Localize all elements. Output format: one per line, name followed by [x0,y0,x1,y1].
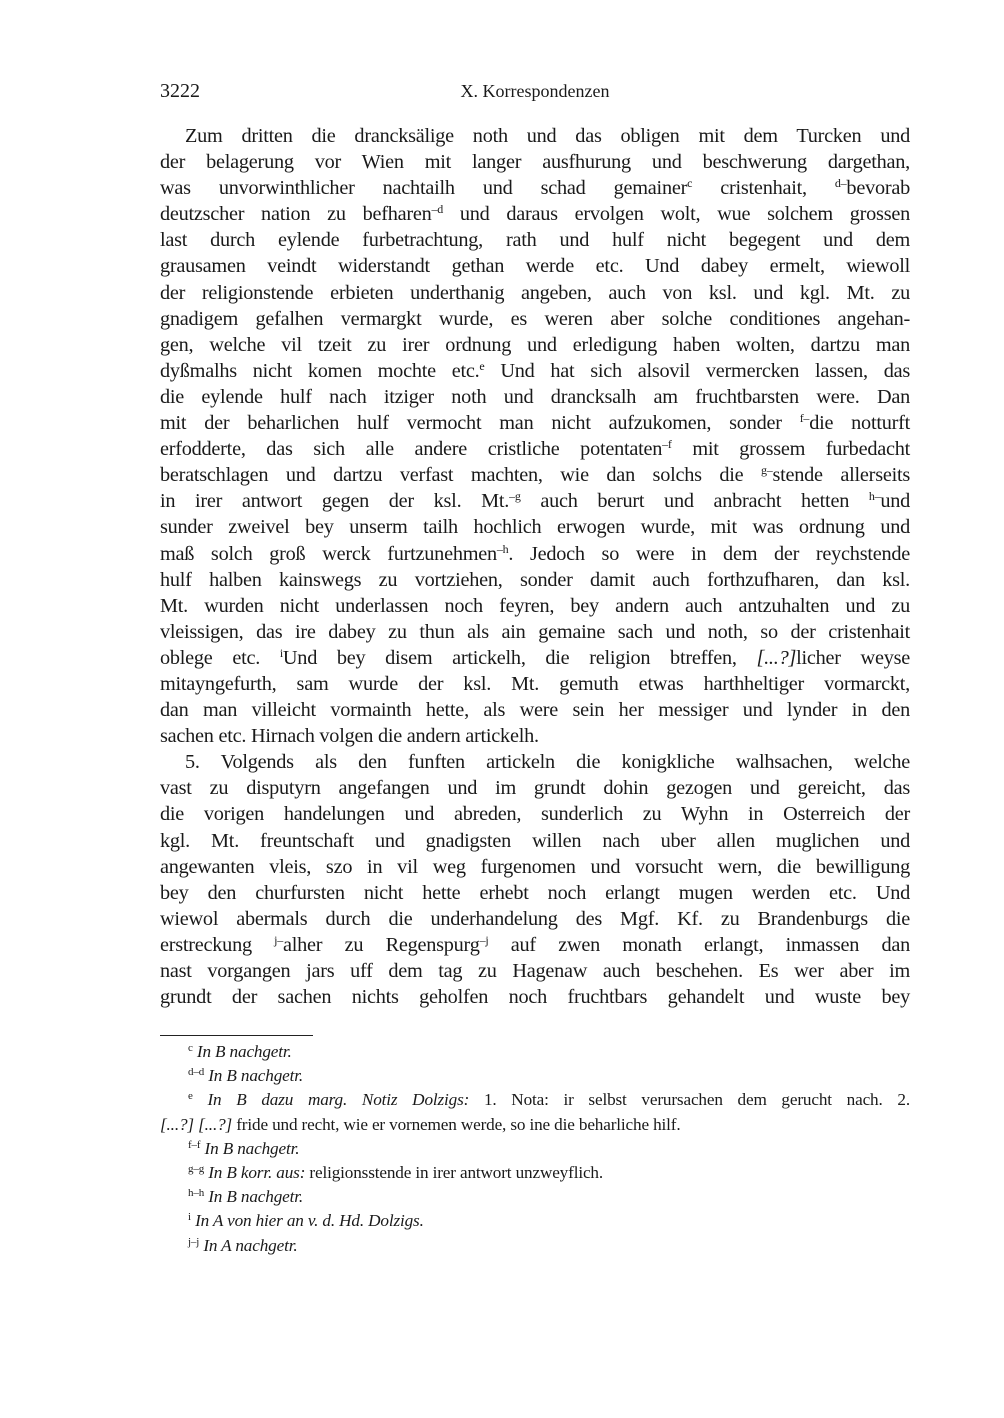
text-run: cristenhait, [692,177,835,200]
text-run: maß solch groß werck furtzunehmen [160,542,497,565]
text-run: auch berurt und anbracht hetten [520,490,869,513]
text-run: Mt. wurden nicht underlassen noch feyren, bey andern auch antzuhalten und zu [160,594,910,617]
text-line [160,514,910,540]
text-run: mitayngefurth, sam wurde der ksl. Mt. gemuth etwas harthheltiger vormarckt, [160,672,910,695]
text-line [160,280,910,306]
footnote-marker: c [188,1042,193,1054]
footnote-marker: e [479,358,485,373]
text-run: gnadigem gefalhen vermargkt wurde, es weren aber solche conditiones angehan- [160,307,910,330]
text-run: Zum dritten die drancksälige noth und das obligen mit dem Turcken und [185,125,910,147]
text-run: bevorab [846,177,910,200]
footnote-marker: –g [509,489,521,504]
text-line [160,854,910,880]
text-run: mit der beharlichen hulf vermocht man nicht aufzukomen, sonder [160,412,800,435]
footnote [160,1040,910,1064]
italic-text: In B nachgetr. [196,1042,292,1061]
page-header [160,80,910,106]
page-number: 3222 [160,80,200,102]
italic-text: In B nachgetr. [204,1138,300,1158]
text-run: beratschlagen und dartzu verfast machten, wie dan solchs die [160,464,761,487]
text-line [160,436,910,462]
text-run: angewanten vleis, szo in vil weg furgenomen und vorsucht wern, die bewilligung [160,855,910,878]
text-run: hulf halben kainswegs zu vortziehen, sonder damit auch forthzufharen, dan ksl. [160,568,910,591]
text-line [160,123,910,149]
footnote [160,1185,910,1209]
text-line [160,175,910,201]
footnote-marker: d–d [188,1066,205,1079]
text-line [160,384,910,410]
text-line [160,593,910,619]
text-run: der religionstende erbieten underthanig angeben, auch von ksl. und kgl. Mt. zu [160,281,910,304]
text-run: was unvorwinthlicher nachtailh und schad gemainer [160,177,688,200]
italic-text: In B nachgetr. [208,1066,304,1086]
footnote-marker: h– [868,489,881,504]
text-run: erstreckung [160,933,275,956]
text-run: sunder zweivel bey unserm tailh hochlich erwogen wurde, mit was ordnung und [160,516,910,539]
footnote [160,1137,910,1161]
text-line [160,462,910,488]
text-line [160,906,910,932]
italic-text: In B nachgetr. [208,1187,304,1207]
text-run: 1. Nota: ir selbst verursachen dem gerucht nach. 2. [469,1090,910,1110]
text-line [160,567,910,593]
footnote-marker: f–f [188,1138,201,1151]
text-line [160,201,910,227]
text-line [160,488,910,514]
text-run: die vorigen handelungen und abreden, sunderlich zu Wyhn in Osterreich der [160,803,910,826]
text-run: erfodderte, das sich alle andere cristliche potentaten [160,438,663,461]
footnote-marker: c [687,176,693,191]
text-run: sachen etc. Hirnach volgen die andern artickelh. [160,725,539,748]
text-line [160,828,910,854]
footnote-marker: d– [834,176,847,191]
footnote [160,1088,910,1112]
text-run: die notturft [809,412,910,435]
footnotes [160,1040,910,1258]
text-line [160,332,910,358]
main-text [160,123,910,1010]
italic-text: [...?] [...?] [160,1114,233,1134]
text-line [160,149,910,175]
text-run: dan man villeicht vormainth hette, als were sein her messiger und lynder in den [160,699,910,722]
footnote-separator [160,1035,313,1036]
text-line [160,880,910,906]
italic-text: In A nachgetr. [203,1235,298,1255]
text-run: grundt der sachen nichts geholfen noch fruchtbars gehandelt und wuste bey [160,986,910,1009]
footnote [160,1113,910,1137]
footnote-marker: g– [761,463,773,478]
text-run: und daraus ervolgen wolt, wue solchem grossen [443,203,910,226]
running-title: X. Korrespondenzen [460,81,610,101]
text-line [160,306,910,332]
text-run: religionsstende in irer antwort unzweyflich. [305,1162,604,1182]
footnote-marker: h–h [188,1187,205,1200]
italic-text: In B korr. aus: [208,1162,306,1182]
text-line [160,723,910,749]
text-line [160,358,910,384]
footnote-marker: –h [496,541,509,556]
text-line [160,697,910,723]
text-run: oblege etc. [160,646,280,669]
text-run: wiewol abermals durch die underhandelung des Mgf. Kf. zu Brandenburgs die [160,907,910,930]
text-line [160,541,910,567]
text-run: vast zu disputyrn angefangen und im grundt dohin gezogen und gereicht, das [160,777,910,800]
text-line [160,671,910,697]
text-run: . Jedoch so were in dem der reychstende [508,542,911,565]
italic-text: In A von hier an v. d. Hd. Dolzigs. [195,1211,424,1231]
text-run: der belagerung vor Wien mit langer ausfhurung und beschwerung dargethan, [160,151,910,174]
footnote [160,1234,910,1258]
footnote-marker: i [188,1211,191,1224]
text-run: auf zwen monath erlangt, inmassen dan [488,933,910,956]
text-run: gen, welche vil tzeit zu irer ordnung und erledigung haben wolten, dartzu man [160,333,910,356]
text-run: vleissigen, das ire dabey zu thun als ain gemaine sach und noth, so der cristenhait [160,620,910,643]
italic-text: In B dazu marg. Notiz Dolzigs: [207,1090,470,1110]
italic-text: [...?] [756,646,797,669]
text-run: bey den churfursten nicht hette erhebt noch erlangt mugen werden etc. Und [160,881,910,904]
footnote-marker: g–g [188,1162,205,1175]
footnote [160,1209,910,1233]
text-run: grausamen veindt widerstandt gethan werde etc. Und dabey ermelt, wiewoll [160,255,910,278]
text-run: Und hat sich alsovil vermercken lassen, das [484,359,910,382]
text-run: dyßmalhs nicht komen mochte etc. [160,359,480,382]
text-line [160,253,910,279]
footnote-marker: –f [662,437,672,452]
footnote [160,1161,910,1185]
text-run: 5. Volgends als den funften artickeln die konigkliche walhsachen, welche [185,751,910,774]
text-run: die eylende hulf nach itziger noth und drancksalh am fruchtbarsten were. Dan [160,385,910,408]
text-line [160,410,910,436]
text-line [160,958,910,984]
text-run [193,1090,208,1109]
text-line [160,227,910,253]
footnote-marker: f– [799,411,810,426]
text-line [160,984,910,1010]
text-run: stende allerseits [772,464,910,487]
text-run: Und bey disem artickelh, die religion btreffen, [282,646,757,669]
text-run: mit grossem furbedacht [671,438,910,461]
footnote [160,1064,910,1088]
footnote-marker: j– [274,932,284,947]
text-run: deutzscher nation zu befharen [160,203,432,226]
text-line [160,801,910,827]
text-run: und [880,490,910,513]
text-run: fride und recht, wie er vornemen werde, so ine die beharliche hilf. [232,1114,681,1134]
text-line [160,775,910,801]
text-line [160,619,910,645]
text-run: nast vorgangen jars uff dem tag zu Hagenaw auch beschehen. Es wer aber im [160,960,910,982]
text-line [160,645,910,671]
footnote-marker: –j [479,932,489,947]
footnote-marker: e [188,1090,193,1103]
text-run: in irer antwort gegen der ksl. Mt. [160,490,510,513]
footnote-marker: i [279,645,283,660]
text-run: last durch eylende furbetrachtung, rath und hulf nicht begegent und dem [160,229,910,252]
text-line [160,932,910,958]
text-line [160,749,910,775]
footnote-marker: –d [431,202,444,217]
text-run: licher weyse [796,646,910,669]
text-run: alher zu Regenspurg [283,933,480,956]
text-run: kgl. Mt. freuntschaft und gnadigsten willen nach uber allen muglichen und [160,829,910,852]
footnote-marker: j–j [188,1235,200,1248]
